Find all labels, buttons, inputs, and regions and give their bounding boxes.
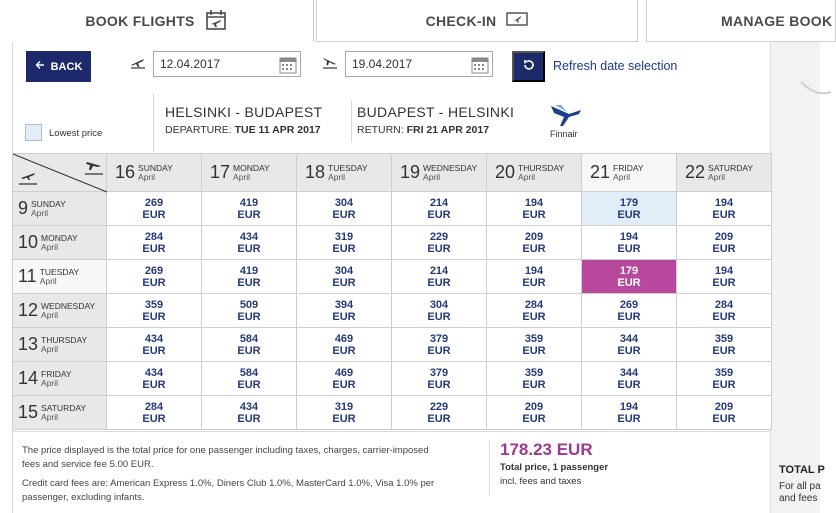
- price-currency: EUR: [332, 310, 356, 323]
- price-amount: 344: [619, 366, 639, 379]
- return-day-month: April: [138, 171, 156, 182]
- price-currency: EUR: [142, 344, 166, 357]
- inbound-date-value: FRI 21 APR 2017: [406, 124, 490, 136]
- return-day-text: [423, 164, 477, 182]
- total-price: 178.23 EUR: [500, 440, 593, 459]
- price-amount: 194: [524, 264, 544, 277]
- price-currency: EUR: [142, 378, 166, 391]
- return-day-month: April: [708, 171, 726, 182]
- price-amount: 434: [144, 332, 164, 345]
- airline-name: Finnair: [550, 129, 578, 139]
- price-currency: EUR: [617, 344, 641, 357]
- price-row: [13, 260, 772, 294]
- tab-check-in[interactable]: [316, 0, 638, 42]
- return-day-number: 18: [305, 162, 326, 182]
- price-amount: 194: [714, 196, 734, 209]
- return-day-number: 19: [400, 162, 421, 182]
- calendar-plane-icon: [205, 9, 227, 34]
- price-cell[interactable]: [487, 260, 582, 294]
- price-cell[interactable]: [582, 294, 677, 328]
- price-cell[interactable]: [392, 294, 487, 328]
- departure-day-month: April: [41, 343, 59, 354]
- sidebar-total-heading: TOTAL P: [779, 464, 825, 476]
- price-currency: EUR: [427, 208, 451, 221]
- refresh-button[interactable]: [512, 51, 545, 82]
- divider: [489, 440, 490, 495]
- sidebar-note-line1: For all pa: [779, 481, 821, 492]
- price-amount: 194: [714, 264, 734, 277]
- return-day-name: SATURDAY: [708, 162, 754, 173]
- outbound-date-value: TUE 11 APR 2017: [234, 124, 321, 136]
- tab-manage-booking-label: MANAGE BOOK: [721, 12, 833, 29]
- departure-day-month: April: [39, 275, 57, 286]
- price-currency: EUR: [427, 344, 451, 357]
- price-cell[interactable]: [677, 260, 772, 294]
- price-amount: 229: [429, 230, 449, 243]
- price-cell[interactable]: [582, 226, 677, 260]
- return-day-name: THURSDAY: [518, 162, 565, 173]
- price-amount: 584: [239, 366, 259, 379]
- price-currency: EUR: [237, 208, 261, 221]
- price-currency: EUR: [712, 378, 736, 391]
- inbound-route: BUDAPEST - HELSINKI: [357, 104, 515, 120]
- price-amount: 319: [334, 400, 354, 413]
- price-amount: 304: [334, 264, 354, 277]
- price-cell[interactable]: [677, 396, 772, 430]
- return-day-number: 20: [495, 162, 516, 182]
- departure-day-name: THURSDAY: [41, 334, 88, 345]
- price-currency: EUR: [142, 412, 166, 425]
- price-currency: EUR: [712, 310, 736, 323]
- price-currency: EUR: [617, 242, 641, 255]
- price-cell[interactable]: [202, 226, 297, 260]
- price-row: [13, 396, 772, 430]
- price-currency: EUR: [617, 276, 641, 289]
- price-cell[interactable]: [202, 192, 297, 226]
- return-day-text: [138, 164, 173, 182]
- card-fees-line2: passenger, excluding infants.: [22, 492, 145, 503]
- price-cell[interactable]: [107, 226, 202, 260]
- departure-day-name: FRIDAY: [41, 368, 72, 379]
- return-plane-icon: [322, 55, 338, 74]
- outbound-date: [165, 124, 321, 136]
- departure-day-number: 11: [18, 266, 37, 286]
- departure-day-header[interactable]: [13, 294, 107, 328]
- price-currency: EUR: [332, 208, 356, 221]
- price-amount: 214: [429, 196, 449, 209]
- tab-book-flights[interactable]: [0, 0, 314, 42]
- price-currency: EUR: [427, 242, 451, 255]
- inbound-date: [357, 124, 489, 136]
- return-day-text: [233, 164, 270, 182]
- return-day-header[interactable]: [297, 154, 392, 192]
- return-day-name: SUNDAY: [138, 162, 173, 173]
- price-currency: EUR: [142, 242, 166, 255]
- departure-day-name: SUNDAY: [31, 198, 66, 209]
- price-currency: EUR: [522, 412, 546, 425]
- total-price-label: Total price, 1 passenger: [500, 462, 609, 473]
- price-amount: 284: [714, 298, 734, 311]
- return-day-name: TUESDAY: [328, 162, 368, 173]
- lowest-price-swatch: [25, 124, 42, 141]
- price-amount: 194: [524, 196, 544, 209]
- price-cell[interactable]: [392, 192, 487, 226]
- price-amount: 419: [239, 196, 259, 209]
- lowest-price-legend: Lowest price: [49, 128, 103, 139]
- price-currency: EUR: [522, 310, 546, 323]
- tab-check-in-label: CHECK-IN: [425, 12, 497, 29]
- return-day-month: April: [518, 171, 536, 182]
- price-amount: 359: [524, 332, 544, 345]
- departure-plane-icon: [21, 173, 35, 180]
- price-cell[interactable]: [297, 362, 392, 396]
- divider: [351, 100, 352, 142]
- summary-sidebar: [770, 42, 820, 513]
- return-plane-icon: [86, 162, 101, 170]
- price-cell[interactable]: [677, 328, 772, 362]
- price-cell[interactable]: [107, 294, 202, 328]
- price-cell[interactable]: [487, 396, 582, 430]
- price-cell[interactable]: [107, 260, 202, 294]
- price-currency: EUR: [142, 208, 166, 221]
- price-row: [13, 226, 772, 260]
- tab-manage-booking[interactable]: [646, 0, 836, 42]
- price-currency: EUR: [427, 310, 451, 323]
- departure-day-header[interactable]: [13, 192, 107, 226]
- price-currency: EUR: [332, 276, 356, 289]
- price-cell[interactable]: [392, 396, 487, 430]
- price-cell[interactable]: [297, 328, 392, 362]
- return-day-name: FRIDAY: [613, 162, 644, 173]
- price-cell[interactable]: [297, 294, 392, 328]
- price-amount: 269: [144, 264, 164, 277]
- price-cell[interactable]: [107, 396, 202, 430]
- departure-day-number: 9: [18, 198, 29, 218]
- price-amount: 209: [714, 230, 734, 243]
- price-currency: EUR: [712, 276, 736, 289]
- price-currency: EUR: [712, 344, 736, 357]
- price-currency: EUR: [522, 344, 546, 357]
- divider: [153, 94, 154, 152]
- price-currency: EUR: [617, 378, 641, 391]
- price-row: [13, 294, 772, 328]
- departure-day-header[interactable]: [13, 226, 107, 260]
- departure-day-month: April: [41, 241, 59, 252]
- price-amount: 284: [524, 298, 544, 311]
- price-currency: EUR: [522, 208, 546, 221]
- price-cell[interactable]: [392, 328, 487, 362]
- departure-day-text: [31, 200, 66, 218]
- return-day-name: WEDNESDAY: [423, 162, 478, 173]
- price-cell[interactable]: [677, 192, 772, 226]
- arrow-left-icon: [35, 60, 45, 73]
- return-day-number: 16: [115, 162, 136, 182]
- departure-day-month: April: [41, 377, 59, 388]
- price-amount: 284: [144, 400, 164, 413]
- back-button-label: BACK: [50, 60, 83, 73]
- price-currency: EUR: [427, 412, 451, 425]
- price-currency: EUR: [332, 378, 356, 391]
- price-currency: EUR: [427, 378, 451, 391]
- price-amount: 179: [619, 264, 639, 277]
- departure-plane-icon: [130, 55, 146, 74]
- price-currency: EUR: [522, 378, 546, 391]
- price-amount: 359: [144, 298, 164, 311]
- departure-day-header[interactable]: [13, 362, 107, 396]
- refresh-icon: [522, 58, 536, 75]
- price-currency: EUR: [617, 310, 641, 323]
- price-amount: 394: [334, 298, 354, 311]
- price-currency: EUR: [142, 276, 166, 289]
- return-day-header[interactable]: [202, 154, 297, 192]
- price-cell[interactable]: [297, 192, 392, 226]
- price-amount: 194: [619, 230, 639, 243]
- price-cell[interactable]: [487, 328, 582, 362]
- price-currency: EUR: [237, 276, 261, 289]
- return-day-number: 21: [590, 162, 611, 182]
- boarding-pass-icon: [506, 10, 528, 31]
- calendar-icon[interactable]: [279, 56, 297, 77]
- departure-day-text: [41, 336, 87, 354]
- price-cell[interactable]: [297, 260, 392, 294]
- price-currency: EUR: [712, 242, 736, 255]
- price-disclaimer-line1: The price displayed is the total price for one passenger including taxes, charges, carrier-imposed: [22, 445, 429, 456]
- price-cell[interactable]: [297, 226, 392, 260]
- price-amount: 419: [239, 264, 259, 277]
- return-day-text: [328, 164, 368, 182]
- price-currency: EUR: [332, 344, 356, 357]
- price-cell[interactable]: [107, 328, 202, 362]
- price-cell[interactable]: [582, 260, 677, 294]
- price-amount: 269: [144, 196, 164, 209]
- price-amount: 434: [239, 230, 259, 243]
- sidebar-decor-icon: [791, 72, 831, 132]
- price-currency: EUR: [332, 242, 356, 255]
- return-day-number: 22: [685, 162, 706, 182]
- tab-book-flights-label: BOOK FLIGHTS: [85, 13, 195, 29]
- price-cell[interactable]: [107, 192, 202, 226]
- return-day-header[interactable]: [582, 154, 677, 192]
- card-fees-line1: Credit card fees are: American Express 1.0%, Diners Club 1.0%, MasterCard 1.0%, Visa 1.0% per: [22, 478, 435, 489]
- price-currency: EUR: [617, 208, 641, 221]
- price-amount: 194: [619, 400, 639, 413]
- departure-day-name: MONDAY: [41, 232, 78, 243]
- price-currency: EUR: [237, 242, 261, 255]
- price-amount: 269: [619, 298, 639, 311]
- price-amount: 304: [429, 298, 449, 311]
- departure-day-header[interactable]: [13, 328, 107, 362]
- price-matrix: [12, 153, 772, 430]
- price-amount: 434: [144, 366, 164, 379]
- price-cell[interactable]: [582, 192, 677, 226]
- price-cell[interactable]: [392, 362, 487, 396]
- price-cell[interactable]: [202, 294, 297, 328]
- price-amount: 284: [144, 230, 164, 243]
- price-currency: EUR: [237, 378, 261, 391]
- price-cell[interactable]: [582, 328, 677, 362]
- departure-day-name: WEDNESDAY: [41, 300, 96, 311]
- price-amount: 229: [429, 400, 449, 413]
- price-currency: EUR: [332, 412, 356, 425]
- price-amount: 359: [714, 366, 734, 379]
- price-cell[interactable]: [677, 226, 772, 260]
- price-amount: 209: [524, 400, 544, 413]
- return-day-header[interactable]: [487, 154, 582, 192]
- price-amount: 509: [239, 298, 259, 311]
- price-currency: EUR: [617, 412, 641, 425]
- return-day-header[interactable]: [677, 154, 772, 192]
- departure-day-header[interactable]: [13, 260, 107, 294]
- departure-day-number: 12: [18, 300, 39, 320]
- price-amount: 359: [714, 332, 734, 345]
- departure-day-month: April: [31, 207, 49, 218]
- price-amount: 434: [239, 400, 259, 413]
- price-amount: 304: [334, 196, 354, 209]
- price-cell[interactable]: [107, 362, 202, 396]
- price-amount: 584: [239, 332, 259, 345]
- price-currency: EUR: [142, 310, 166, 323]
- price-row: [13, 328, 772, 362]
- price-currency: EUR: [427, 276, 451, 289]
- price-cell[interactable]: [487, 192, 582, 226]
- price-row: [13, 362, 772, 396]
- price-cell[interactable]: [487, 362, 582, 396]
- back-button[interactable]: [26, 51, 91, 82]
- price-amount: 319: [334, 230, 354, 243]
- price-cell[interactable]: [392, 260, 487, 294]
- departure-day-number: 13: [18, 334, 39, 354]
- sidebar-note-line2: and fees: [779, 493, 818, 504]
- departure-date-value: 12.04.2017: [160, 57, 221, 71]
- return-day-month: April: [423, 171, 441, 182]
- price-row: [13, 192, 772, 226]
- price-amount: 179: [619, 196, 639, 209]
- departure-day-header[interactable]: [13, 396, 107, 430]
- return-day-month: April: [613, 171, 631, 182]
- return-day-header[interactable]: [107, 154, 202, 192]
- price-cell[interactable]: [297, 396, 392, 430]
- return-day-text: [708, 164, 753, 182]
- outbound-route: HELSINKI - BUDAPEST: [165, 104, 323, 120]
- return-day-month: April: [328, 171, 346, 182]
- price-cell[interactable]: [677, 362, 772, 396]
- price-currency: EUR: [522, 276, 546, 289]
- return-day-name: MONDAY: [233, 162, 270, 173]
- departure-day-number: 10: [18, 232, 39, 252]
- departure-day-month: April: [41, 411, 59, 422]
- departure-day-text: [41, 302, 95, 320]
- return-day-number: 17: [210, 162, 231, 182]
- departure-day-text: [41, 404, 86, 422]
- total-price-note: incl. fees and taxes: [500, 476, 582, 487]
- price-currency: EUR: [237, 412, 261, 425]
- price-amount: 469: [334, 366, 354, 379]
- departure-day-text: [41, 234, 78, 252]
- price-cell[interactable]: [487, 294, 582, 328]
- return-days-header: [13, 154, 772, 192]
- price-cell[interactable]: [202, 362, 297, 396]
- footer-divider: [12, 431, 770, 432]
- price-disclaimer-line2: fees and service fee 5.00 EUR.: [22, 459, 154, 470]
- return-day-header[interactable]: [392, 154, 487, 192]
- price-amount: 209: [524, 230, 544, 243]
- price-amount: 379: [429, 366, 449, 379]
- price-currency: EUR: [712, 412, 736, 425]
- return-day-text: [613, 164, 644, 182]
- outbound-date-prefix: DEPARTURE:: [165, 124, 232, 136]
- return-day-month: April: [233, 171, 251, 182]
- return-day-text: [518, 164, 564, 182]
- price-currency: EUR: [712, 208, 736, 221]
- refresh-date-selection-link[interactable]: Refresh date selection: [553, 59, 678, 73]
- price-amount: 359: [524, 366, 544, 379]
- departure-day-number: 15: [18, 402, 39, 422]
- price-cell[interactable]: [582, 396, 677, 430]
- price-currency: EUR: [237, 344, 261, 357]
- price-cell[interactable]: [392, 226, 487, 260]
- departure-day-text: [41, 370, 72, 388]
- price-amount: 344: [619, 332, 639, 345]
- price-amount: 379: [429, 332, 449, 345]
- inbound-date-prefix: RETURN:: [357, 124, 404, 136]
- matrix-corner: [13, 154, 107, 192]
- departure-day-name: SATURDAY: [41, 402, 87, 413]
- price-amount: 214: [429, 264, 449, 277]
- return-date-value: 19.04.2017: [352, 57, 413, 71]
- price-amount: 209: [714, 400, 734, 413]
- price-cell[interactable]: [202, 260, 297, 294]
- price-currency: EUR: [237, 310, 261, 323]
- price-currency: EUR: [522, 242, 546, 255]
- departure-day-number: 14: [18, 368, 39, 388]
- departure-day-month: April: [41, 309, 59, 320]
- price-cell[interactable]: [202, 328, 297, 362]
- return-date-field[interactable]: [345, 51, 493, 77]
- price-cell[interactable]: [202, 396, 297, 430]
- departure-day-text: [40, 268, 80, 286]
- departure-day-name: TUESDAY: [39, 266, 80, 277]
- price-amount: 469: [334, 332, 354, 345]
- price-cell[interactable]: [582, 362, 677, 396]
- departure-date-field[interactable]: [153, 51, 301, 77]
- calendar-icon[interactable]: [471, 56, 489, 77]
- price-cell[interactable]: [677, 294, 772, 328]
- price-cell[interactable]: [487, 226, 582, 260]
- booking-tabs: [0, 0, 833, 42]
